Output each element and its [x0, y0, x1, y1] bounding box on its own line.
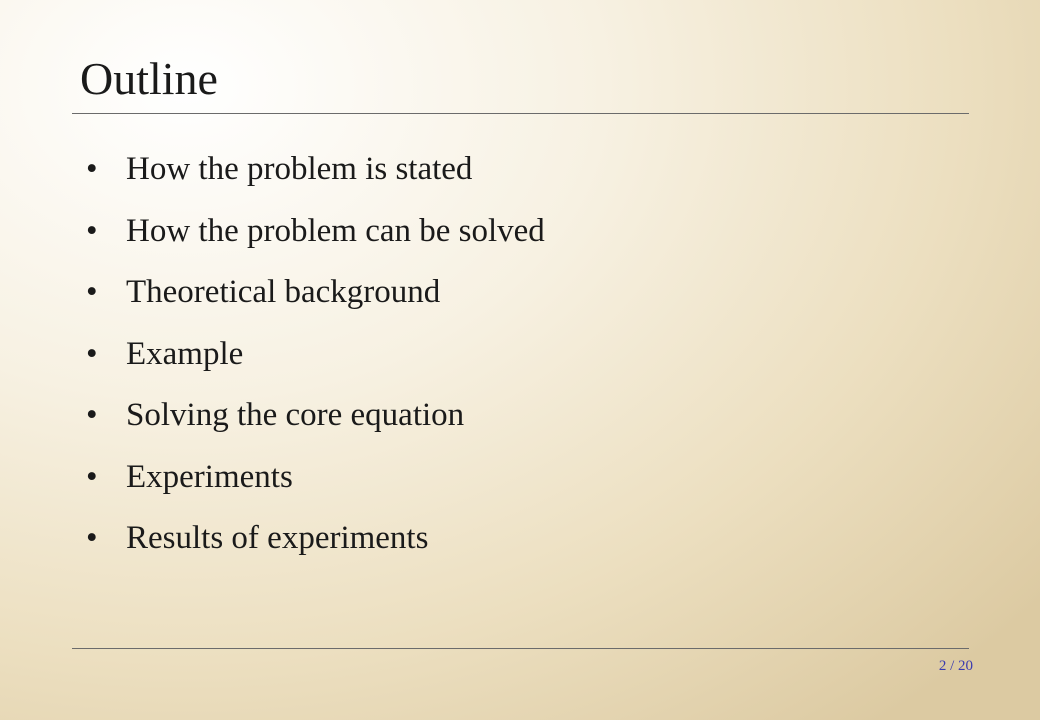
bullet-text: How the problem can be solved — [126, 212, 545, 249]
bullet-text: Example — [126, 335, 244, 372]
bullet-list — [86, 141, 545, 572]
bullet-icon: • — [86, 520, 98, 556]
bullet-text: Solving the core equation — [126, 397, 465, 433]
slide-title: Outline — [80, 53, 218, 104]
title-divider — [72, 113, 969, 114]
bullet-text: Theoretical background — [126, 274, 441, 310]
bullet-icon: • — [86, 335, 98, 372]
list-item — [86, 510, 545, 572]
page-number: 2 / 20 — [938, 658, 973, 674]
list-item — [86, 141, 545, 203]
list-item — [86, 203, 545, 265]
footer-divider — [72, 648, 969, 649]
bullet-icon: • — [86, 397, 98, 433]
bullet-text: How the problem is stated — [126, 151, 473, 187]
bullet-icon: • — [86, 212, 98, 249]
list-item — [86, 264, 545, 326]
bullet-text: Results of experiments — [126, 520, 429, 556]
bullet-text: Experiments — [126, 458, 293, 495]
list-item — [86, 387, 545, 449]
list-item — [86, 326, 545, 388]
bullet-icon: • — [86, 274, 98, 310]
bullet-icon: • — [86, 151, 98, 187]
bullet-icon: • — [86, 458, 98, 495]
list-item — [86, 449, 545, 511]
